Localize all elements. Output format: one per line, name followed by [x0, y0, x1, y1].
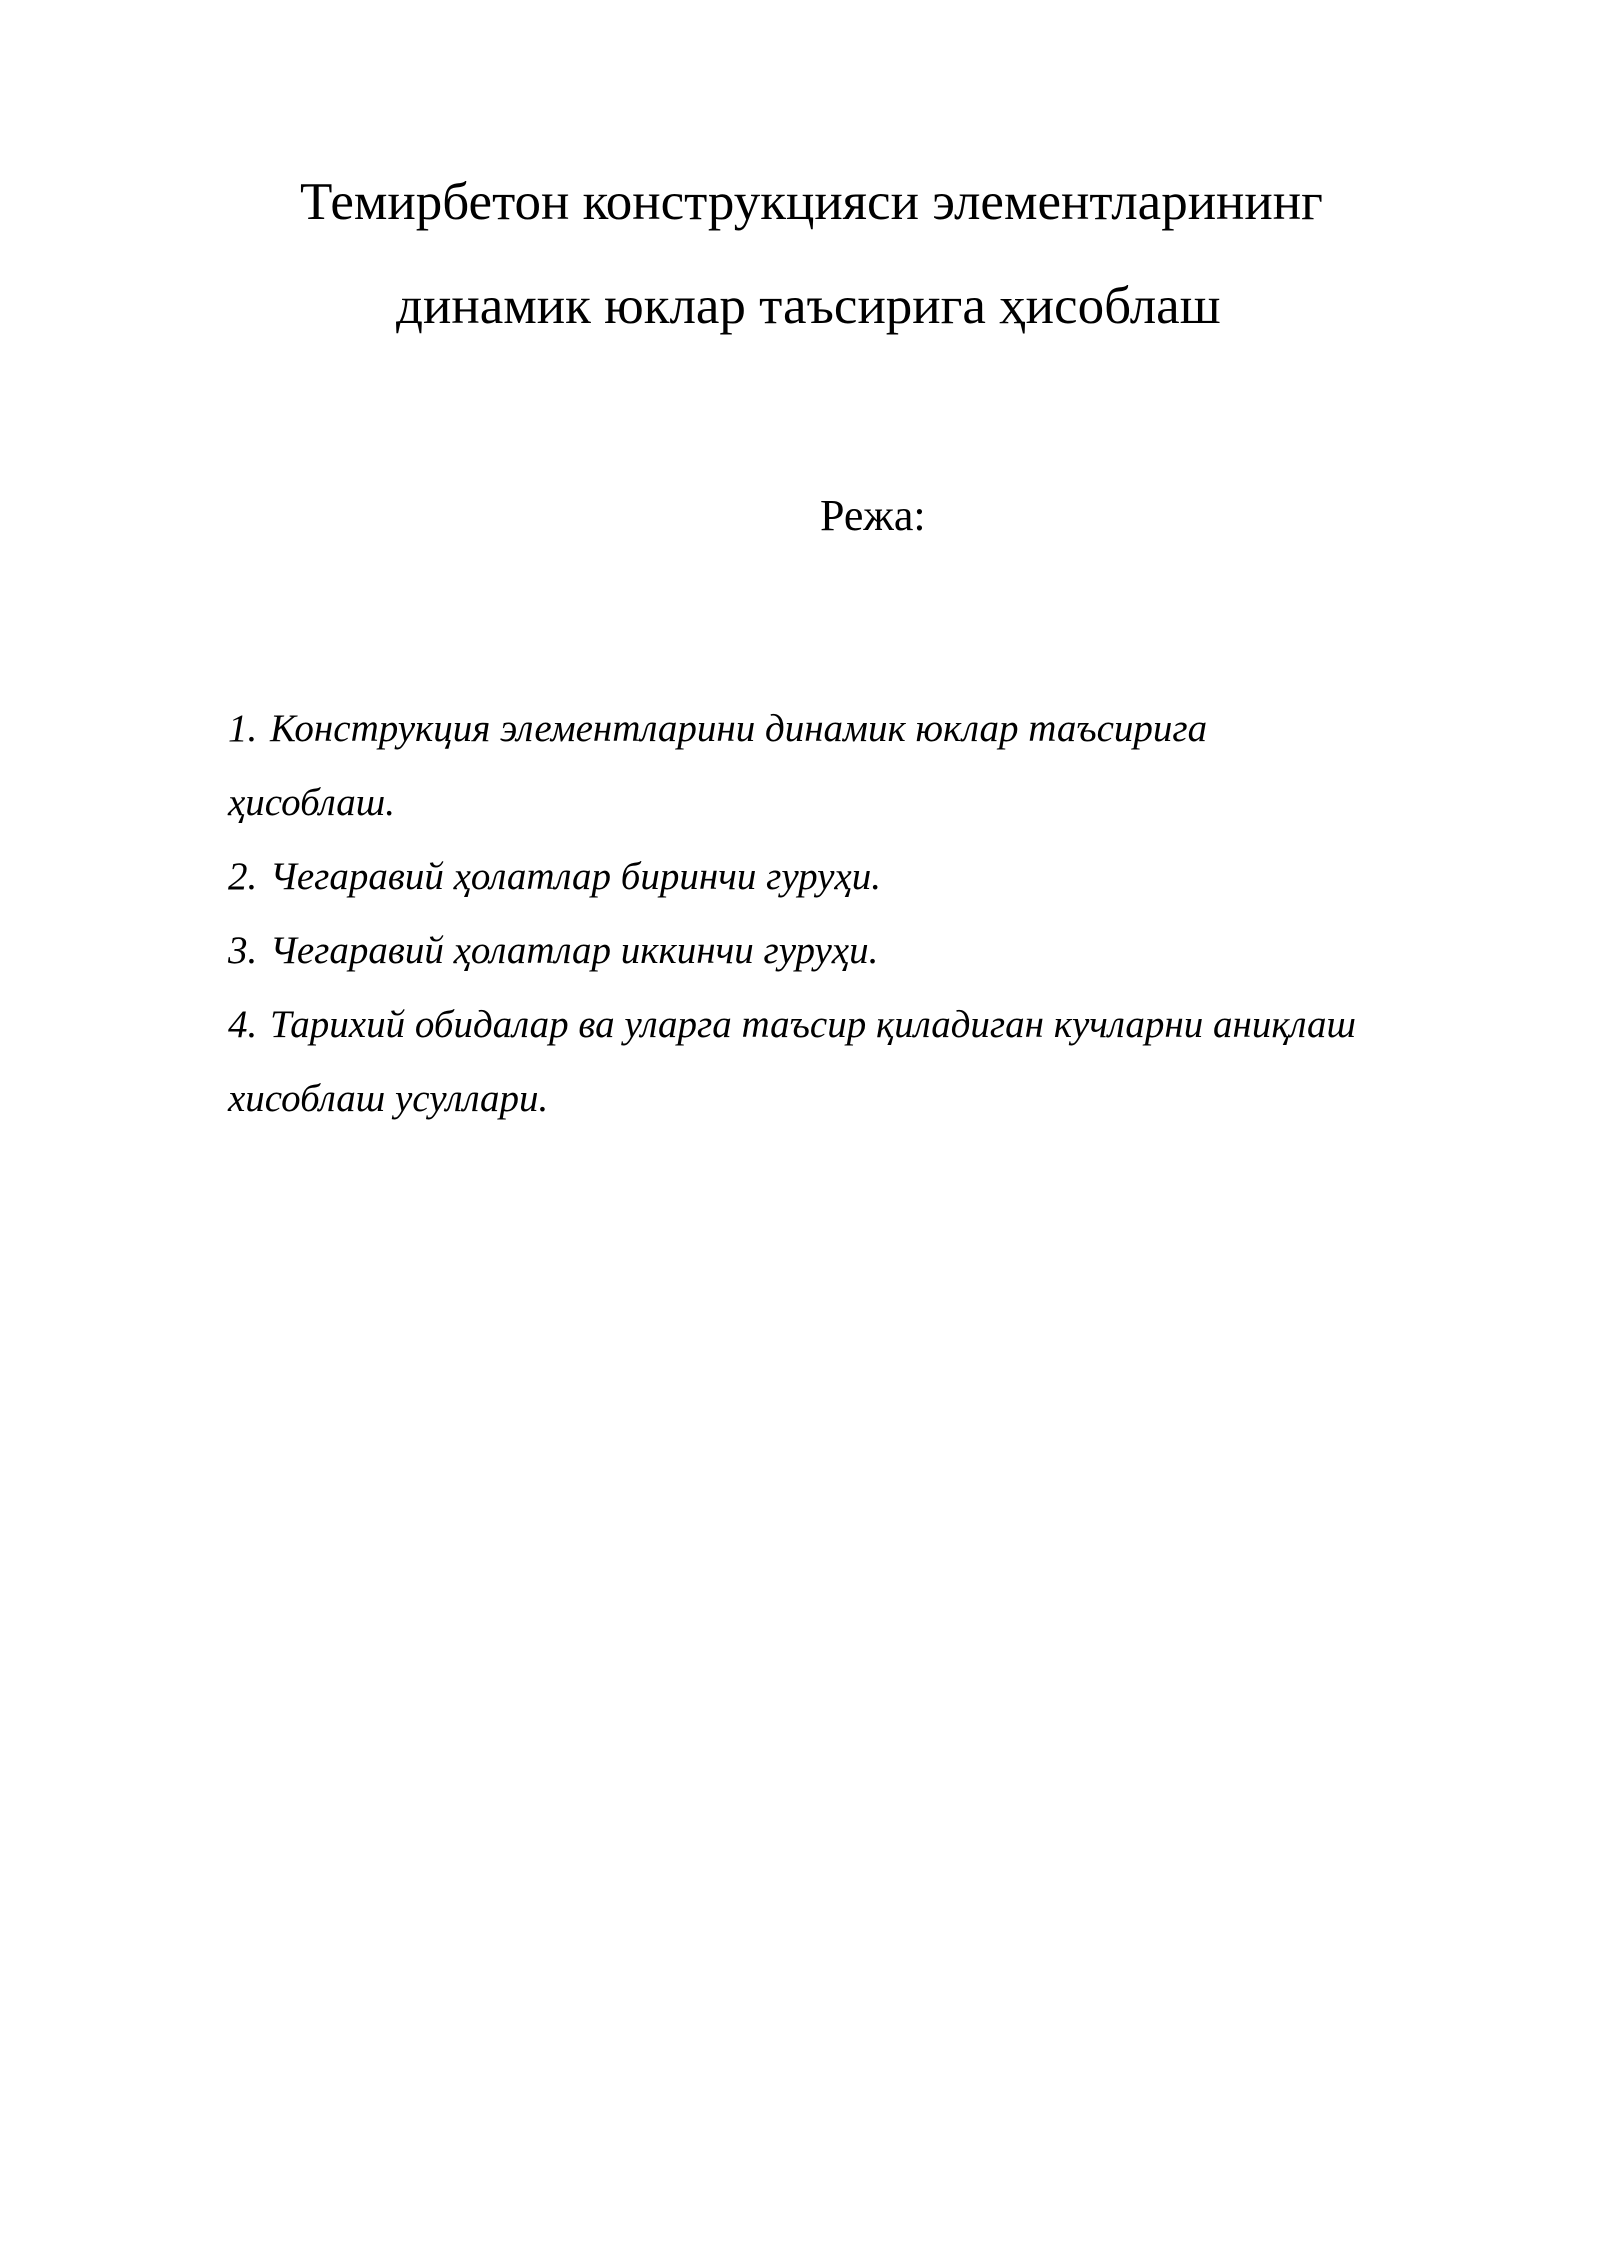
plan-item-number: 2.	[228, 855, 258, 898]
plan-item-text: ҳисоблаш.	[228, 781, 395, 824]
plan-item-text: Чегаравий ҳолатлар биринчи гуруҳи.	[270, 855, 881, 898]
plan-list	[228, 692, 1488, 1136]
plan-item-1	[228, 692, 1488, 766]
plan-item-text: Конструкция элементларини динамик юклар таъсирига	[270, 707, 1208, 750]
plan-item-3	[228, 914, 1488, 988]
plan-item-1-continuation	[228, 766, 1488, 840]
document-title	[300, 150, 1480, 358]
plan-item-text: Тарихий обидалар ва уларга таъсир қиладиган кучларни аниқлаш	[270, 1003, 1356, 1046]
plan-item-text: хисоблаш усуллари.	[228, 1077, 549, 1120]
plan-item-text: Чегаравий ҳолатлар иккинчи гуруҳи.	[270, 929, 879, 972]
plan-item-4-continuation	[228, 1062, 1488, 1136]
plan-item-number: 4.	[228, 1003, 258, 1046]
plan-item-number: 3.	[228, 929, 258, 972]
title-line-1: Темирбетон конструкцияси элементларининг	[300, 173, 1323, 231]
plan-item-number: 1.	[228, 707, 258, 750]
plan-item-2	[228, 840, 1488, 914]
title-line-2: динамик юклар таъсирига ҳисоблаш	[396, 277, 1221, 335]
plan-item-4	[228, 988, 1488, 1062]
plan-heading: Режа:	[820, 491, 926, 540]
